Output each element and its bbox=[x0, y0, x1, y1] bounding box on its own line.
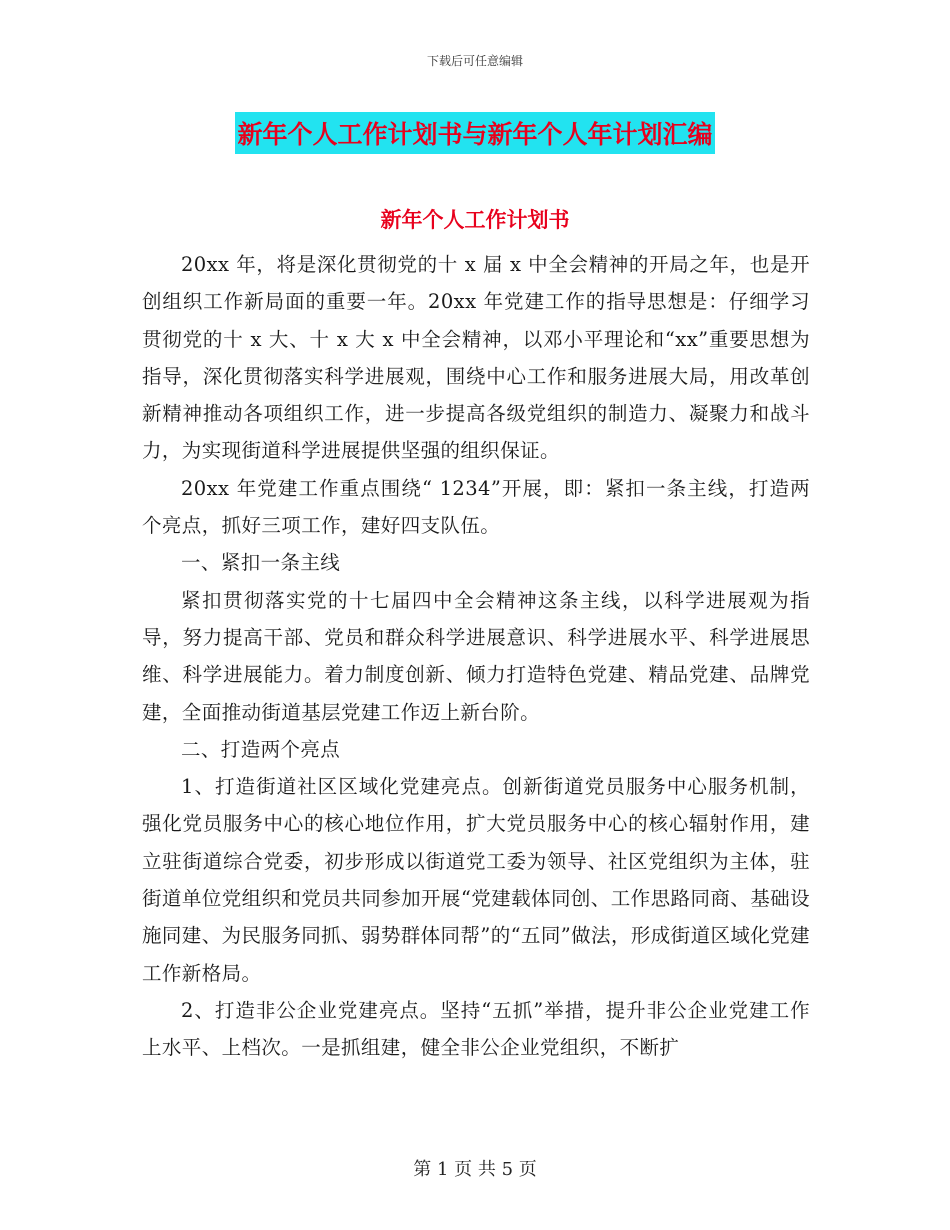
paragraph-focus: 20xx 年党建工作重点围绕“ 1234”开展，即：紧扣一条主线，打造两个亮点，抓好三项工作，建好四支队伍。 bbox=[142, 476, 810, 538]
page-footer: 第 1 页 共 5 页 bbox=[413, 1159, 537, 1180]
main-title-container bbox=[0, 112, 950, 154]
paragraph-highlight-1: 1、打造街道社区区域化党建亮点。创新街道党员服务中心服务机制，强化党员服务中心的核心地位作用，扩大党员服务中心的核心辐射作用，建立驻街道综合党委，初步形成以街道党工委为领导、社区党组织为主体，驻街道单位党组织和党员共同参加开展“党建载体同创、工作思路同商、基础设施同建、为民服务同抓、弱势群体同帮”的“五同”做法，形成街道区域化党建工作新格局。 bbox=[142, 775, 810, 985]
heading-two-highlights: 二、打造两个亮点 bbox=[181, 737, 341, 761]
header-note: 下载后可任意编辑 bbox=[426, 54, 523, 68]
paragraph-intro: 20xx 年，将是深化贯彻党的十 x 届 x 中全会精神的开局之年，也是开创组织工作新局面的重要一年。20xx 年党建工作的指导思想是：仔细学习贯彻党的十 x 大、十 x 大 x 中全会精神，以邓小平理论和“xx”重要思想为指导，深化贯彻落实科学进展观，围绕中心工作和服务进展大局，用改革创新精神推动各项组织工作，进一步提高各级党组织的制造力、凝聚力和战斗力，为实现街道科学进展提供坚强的组织保证。 bbox=[142, 253, 810, 463]
paragraph-highlight-2: 2、打造非公企业党建亮点。坚持“五抓”举措，提升非公企业党建工作上水平、上档次。一是抓组建，健全非公企业党组织，不断扩 bbox=[142, 998, 810, 1060]
main-title: 新年个人工作计划书与新年个人年计划汇编 bbox=[235, 112, 714, 154]
paragraph-main-line: 紧扣贯彻落实党的十七届四中全会精神这条主线，以科学进展观为指导，努力提高干部、党员和群众科学进展意识、科学进展水平、科学进展思维、科学进展能力。着力制度创新、倾力打造特色党建、精品党建、品牌党建，全面推动街道基层党建工作迈上新台阶。 bbox=[142, 588, 810, 724]
body-text bbox=[142, 246, 810, 1067]
section-title: 新年个人工作计划书 bbox=[380, 208, 570, 232]
heading-main-line: 一、紧扣一条主线 bbox=[181, 551, 341, 575]
